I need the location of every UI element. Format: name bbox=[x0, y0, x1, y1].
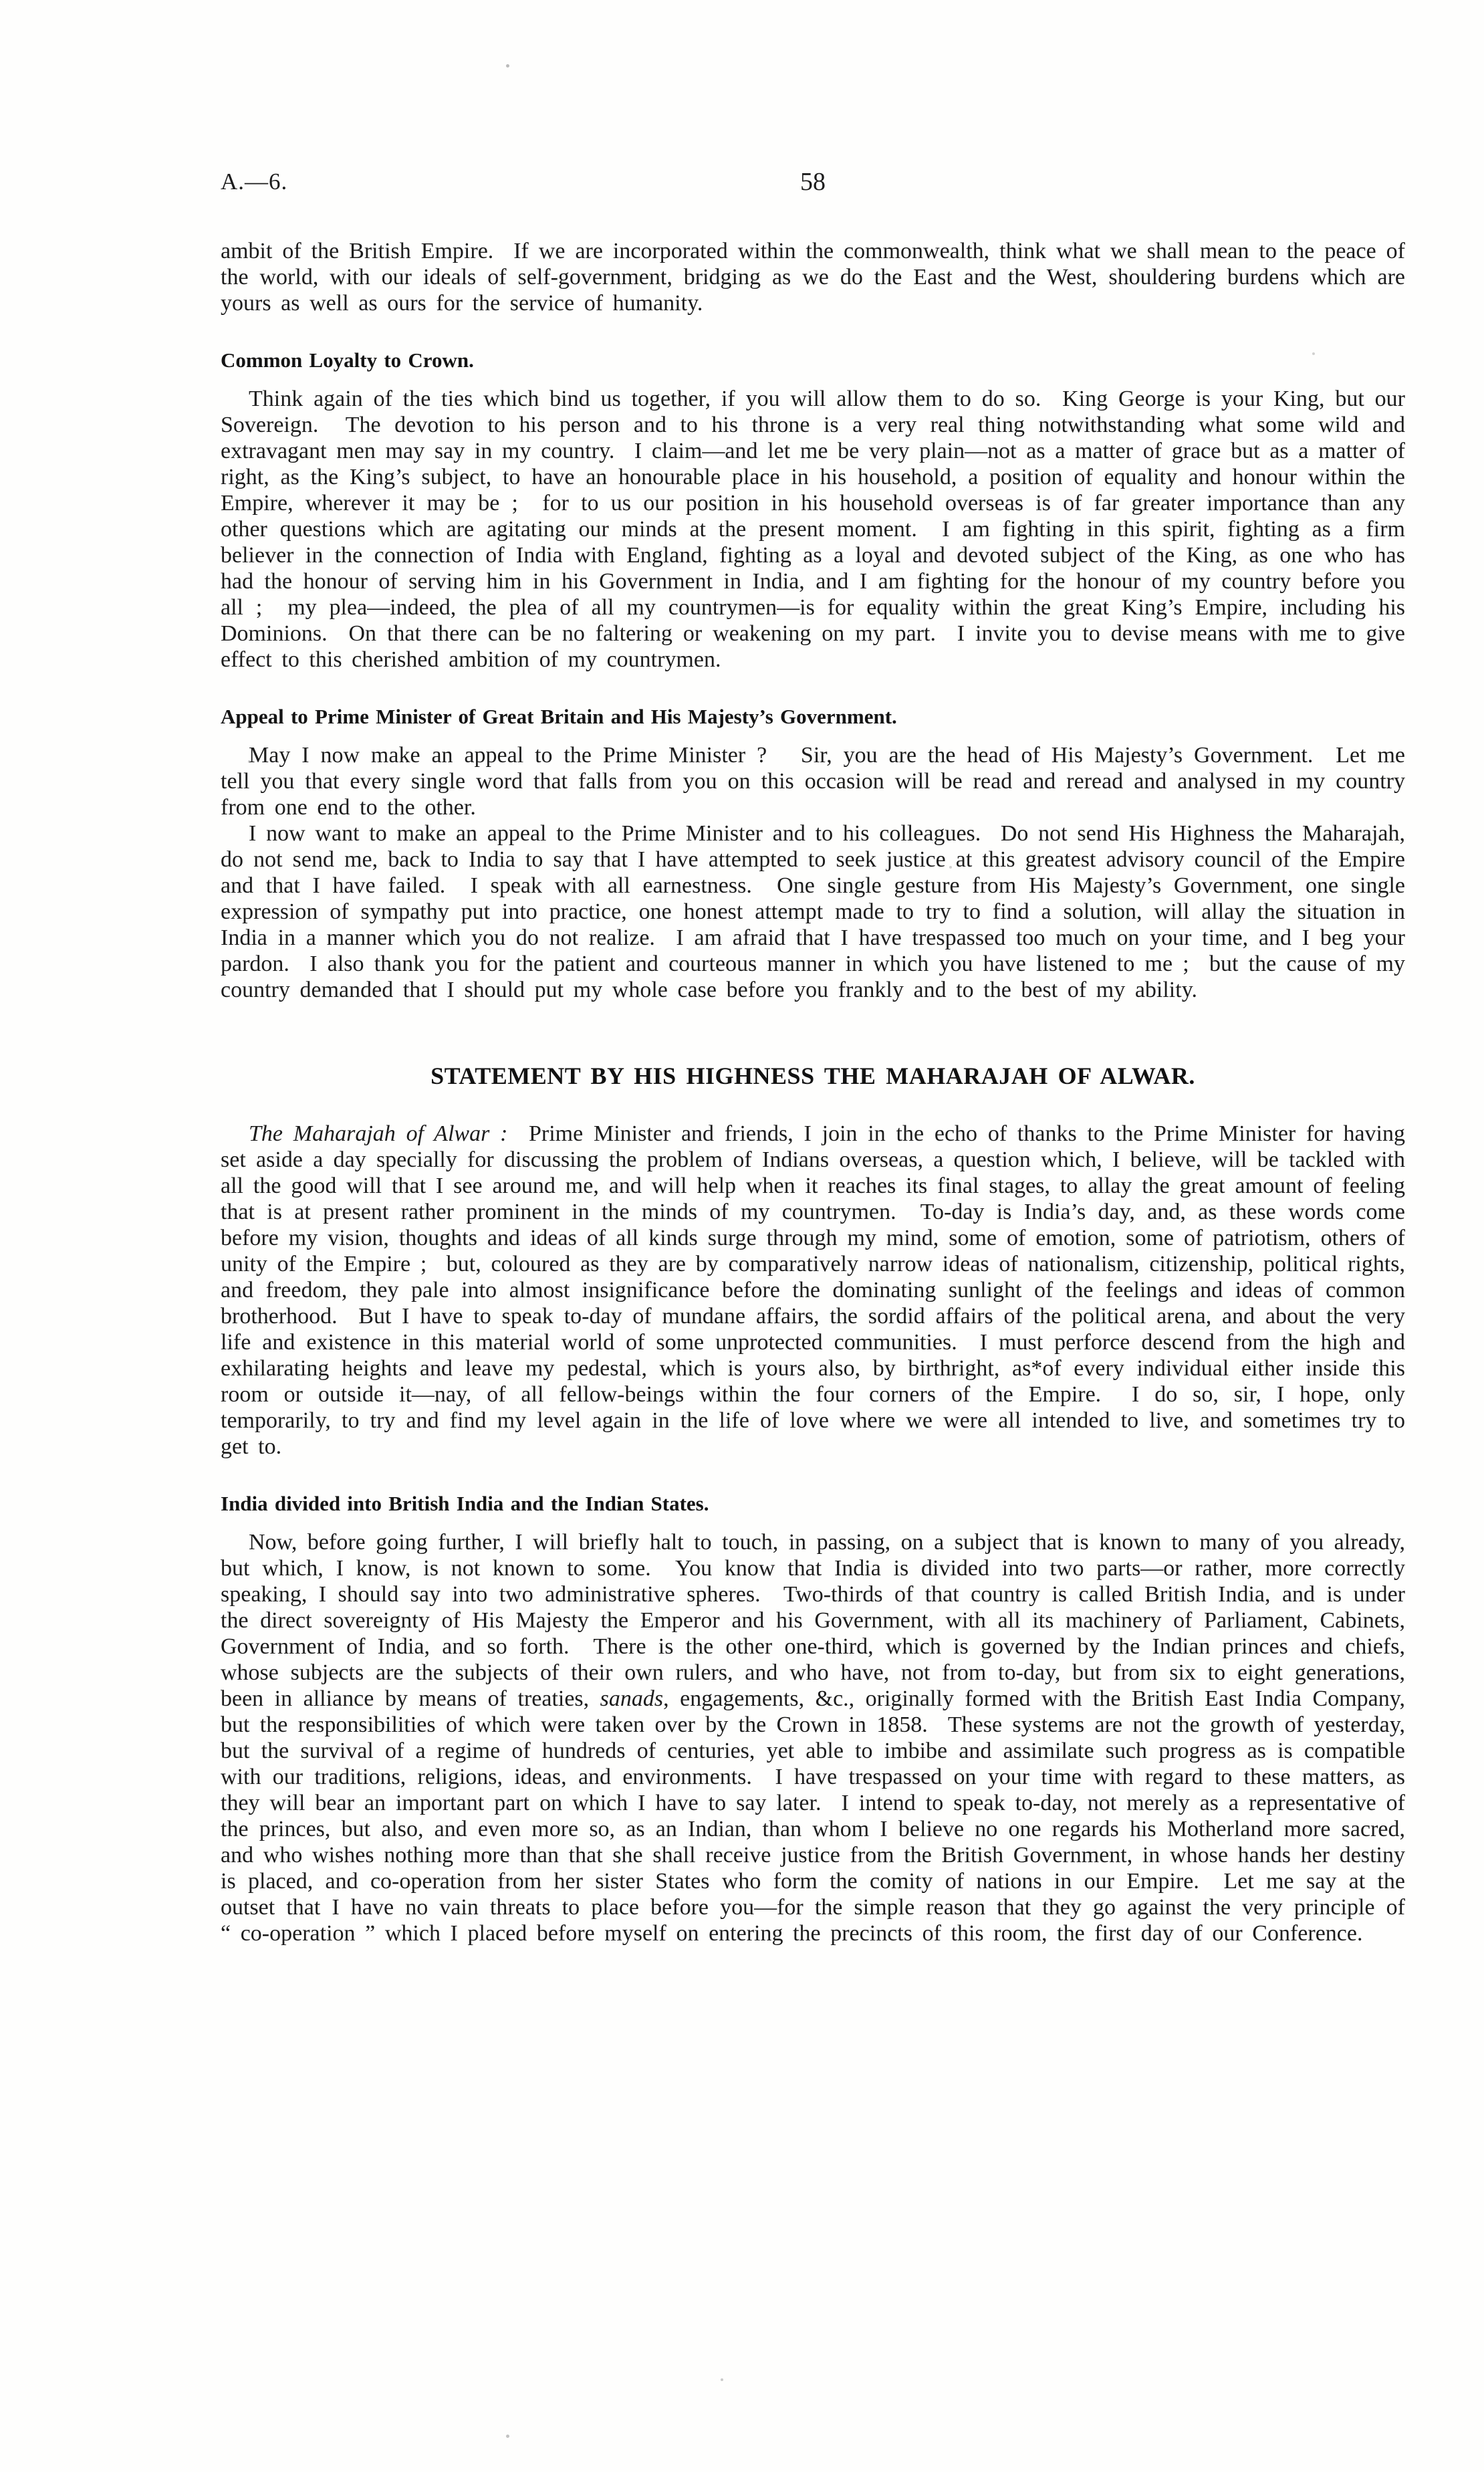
scan-speck bbox=[506, 2435, 509, 2438]
sidehead-india-divided bbox=[221, 1490, 1405, 1517]
sidehead-appeal bbox=[221, 703, 1405, 730]
statement-heading bbox=[221, 1062, 1405, 1090]
doc-reference: A.—6. bbox=[221, 168, 288, 195]
scan-speck bbox=[506, 64, 509, 68]
paragraph-appeal-2 bbox=[221, 820, 1415, 1003]
paragraph-text: May I now make an appeal to the Prime Minister ? Sir, you are the head of His Majesty’s Government. Let me tell you that every single word that falls from you on this occasion will be read and reread and analysed in my country from one end to the other. bbox=[221, 743, 1415, 820]
sidehead-text: Common Loyalty to Crown. bbox=[221, 348, 474, 372]
paragraph-text: ambit of the British Empire. If we are incorporated within the commonwealth, think what we shall mean to the peace of the world, with our ideals of self-government, bridging as we do the East and the West, shouldering burdens which are yours as well as ours for the service of humanity. bbox=[221, 239, 1415, 316]
opening-paragraph bbox=[221, 238, 1415, 316]
paragraph-text: , engagements, &c., originally formed with the British East India Company, but the responsibilities of which were taken over by the Crown in 1858. These systems are not the growth of yesterday, but the survival of a regime of hundreds of centuries, yet able to imbibe and assimilate such progress as is compatible with our traditions, religions, ideas, and environments. I have trespassed on your time with regard to these matters, as they will bear an important part on which I have to say later. I intend to speak to-day, not merely as a representative of the princes, but also, and even more so, as an Indian, than whom I believe no one regards his Motherland more sacred, and who wishes nothing more than that she shall receive justice from the British Government, in whose hands her destiny is placed, and co-operation from her sister States who form the comity of nations in our Empire. Let me say at the outset that I have no vain threats to place before you—for the simple reason that they go against the very principle of “ co-operation ” which I placed before myself on entering the precincts of this room, the first day of our Conference. bbox=[221, 1686, 1415, 1946]
paragraph-appeal-1 bbox=[221, 742, 1415, 820]
scan-speck bbox=[248, 760, 251, 763]
paragraph-text: I now want to make an appeal to the Prime Minister and to his colleagues. Do not send His Highness the Maharajah, do not send me, back to India to say that I have attempted to seek justice at this greatest advisory council of the Empire and that I have failed. I speak with all earnestness. One single gesture from His Majesty’s Government, one single expression of sympathy put into practice, one honest attempt made to try to find a solution, will allay the situation in India in a manner which you do not realize. I am afraid that I have trespassed too much on your time, and I beg your pardon. I also thank you for the patient and courteous manner in which you have listened to me ; but the cause of my country demanded that I should put my whole case before you frankly and to the best of my ability. bbox=[221, 821, 1415, 1002]
paragraph-text: Now, before going further, I will briefly halt to touch, in passing, on a subject that is known to many of you already, but which, I know, is not known to some. You know that India is divided into two parts—or rather, more correctly speaking, I should say into two administrative spheres. Two-thirds of that country is called British India, and is under the direct sovereignty of His Majesty the Emperor and his Government, with all its machinery of Parliament, Cabinets, Government of India, and so forth. There is the other one-third, which is governed by the Indian princes and chiefs, whose subjects are the subjects of their own rulers, and who have, not from to-day, but from six to eight generations, been in alliance by means of treaties, bbox=[221, 1530, 1415, 1711]
scan-speck bbox=[1312, 352, 1315, 355]
term-sanads: sanads bbox=[600, 1686, 664, 1711]
scan-speck bbox=[949, 866, 952, 869]
page-header bbox=[221, 168, 1405, 202]
sidehead-text: Appeal to Prime Minister of Great Britain and His Majesty’s Government. bbox=[221, 705, 897, 728]
paragraph-text: Prime Minister and friends, I join in the echo of thanks to the Prime Minister for having set aside a day specially for discussing the problem of Indians overseas, a question which, I believe, will be tackled with all the good will that I see around me, and will help when it reaches its final stages, to allay the great amount of feeling that is at present rather prominent in the minds of my countrymen. To-day is India’s day, and, as these words come before my vision, thoughts and ideas of all kinds surge through my mind, some of emotion, some of patriotism, others of unity of the Empire ; but, coloured as they are by comparatively narrow ideas of nationalism, citizenship, political rights, and freedom, they pale into almost insignificance before the dominating sunlight of the feelings and ideas of common brotherhood. But I have to speak to-day of mundane affairs, the sordid affairs of the political arena, and about the very life and existence in this material world of some unprotected communities. I must perforce descend from the high and exhilarating heights and leave my pedestal, which is yours also, by birthright, as*of every individual either inside this room or outside it—nay, of all fellow-beings within the four corners of the Empire. I do so, sir, I hope, only temporarily, to try and find my level again in the life of love where we were all intended to live, and sometimes try to get to. bbox=[221, 1121, 1415, 1459]
sidehead-common-loyalty bbox=[221, 347, 1405, 374]
scan-speck bbox=[721, 2378, 723, 2381]
paragraph-text: Think again of the ties which bind us together, if you will allow them to do so. King George is your King, but our Sovereign. The devotion to his person and to his throne is a very real thing notwithstanding what some wild and extravagant men may say in my country. I claim—and let me be very plain—not as a matter of grace but as a matter of right, as the King’s subject, to have an honourable place in his household, a position of equality and honour within the Empire, wherever it may be ; for to us our position in his household overseas is of far greater importance than any other questions which are agitating our minds at the present moment. I am fighting in this spirit, fighting as a firm believer in the connection of India with England, fighting as a loyal and devoted subject of the King, as one who has had the honour of serving him in his Government in India, and I am fighting for the honour of my country before you all ; my plea—indeed, the plea of all my countrymen—is for equality within the great King’s Empire, including his Dominions. On that there can be no faltering or weakening on my part. I invite you to devise means with me to give effect to this cherished ambition of my countrymen. bbox=[221, 386, 1415, 672]
paragraph-statement bbox=[221, 1121, 1415, 1460]
speaker-name: The Maharajah of Alwar : bbox=[249, 1121, 508, 1146]
paragraph-india bbox=[221, 1529, 1415, 1946]
paragraph-loyalty bbox=[221, 386, 1415, 673]
text-block bbox=[221, 168, 1415, 1946]
heading-text: STATEMENT BY HIS HIGHNESS THE MAHARAJAH OF ALWAR. bbox=[430, 1062, 1195, 1089]
page-number: 58 bbox=[800, 168, 826, 196]
sidehead-text: India divided into British India and the Indian States. bbox=[221, 1492, 709, 1515]
